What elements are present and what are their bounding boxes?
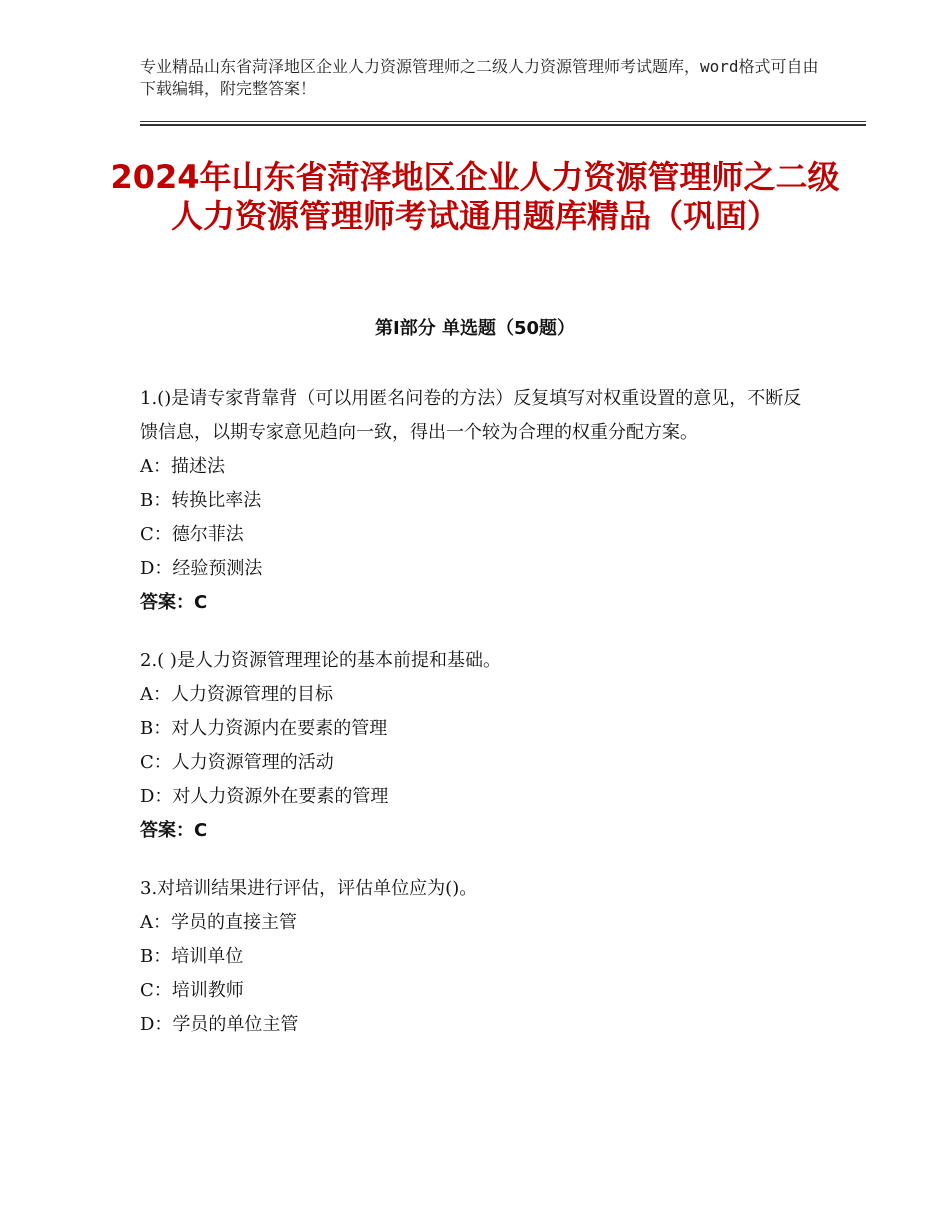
option-d: D：经验预测法 (140, 558, 263, 579)
option-c: C：培训教师 (140, 980, 244, 1001)
option-c: C：人力资源管理的活动 (140, 752, 334, 773)
answer-line: 答案：C (140, 592, 208, 613)
question-stem: 2.( )是人力资源管理理论的基本前提和基础。 (140, 650, 501, 671)
option-b: B：对人力资源内在要素的管理 (140, 718, 388, 739)
section-title: 第Ⅰ部分 单选题（50题） (374, 318, 575, 339)
question-stem: 3.对培训结果进行评估，评估单位应为()。 (140, 878, 478, 899)
question-3 (140, 872, 810, 1042)
option-b: B：转换比率法 (140, 490, 262, 511)
option-c: C：德尔菲法 (140, 524, 244, 545)
option-d: D：对人力资源外在要素的管理 (140, 786, 389, 807)
document-title: 2024年山东省菏泽地区企业人力资源管理师之二级人力资源管理师考试通用题库精品（巩固） (110, 158, 840, 235)
question-stem: 1.()是请专家背靠背（可以用匿名问卷的方法）反复填写对权重设置的意见，不断反馈信息，以期专家意见趋向一致，得出一个较为合理的权重分配方案。 (140, 388, 802, 443)
question-list (140, 382, 810, 1066)
option-a: A：人力资源管理的目标 (140, 684, 333, 705)
answer-line: 答案：C (140, 820, 208, 841)
option-b: B：培训单位 (140, 946, 244, 967)
question-2 (140, 644, 810, 848)
header-rule-thick (140, 124, 866, 126)
header-rule-thin (140, 121, 866, 122)
option-a: A：学员的直接主管 (140, 912, 297, 933)
option-a: A：描述法 (140, 456, 225, 477)
option-d: D：学员的单位主管 (140, 1014, 299, 1035)
question-1 (140, 382, 810, 620)
header-note: 专业精品山东省菏泽地区企业人力资源管理师之二级人力资源管理师考试题库，word格式可自由下载编辑，附完整答案！ (140, 57, 819, 98)
